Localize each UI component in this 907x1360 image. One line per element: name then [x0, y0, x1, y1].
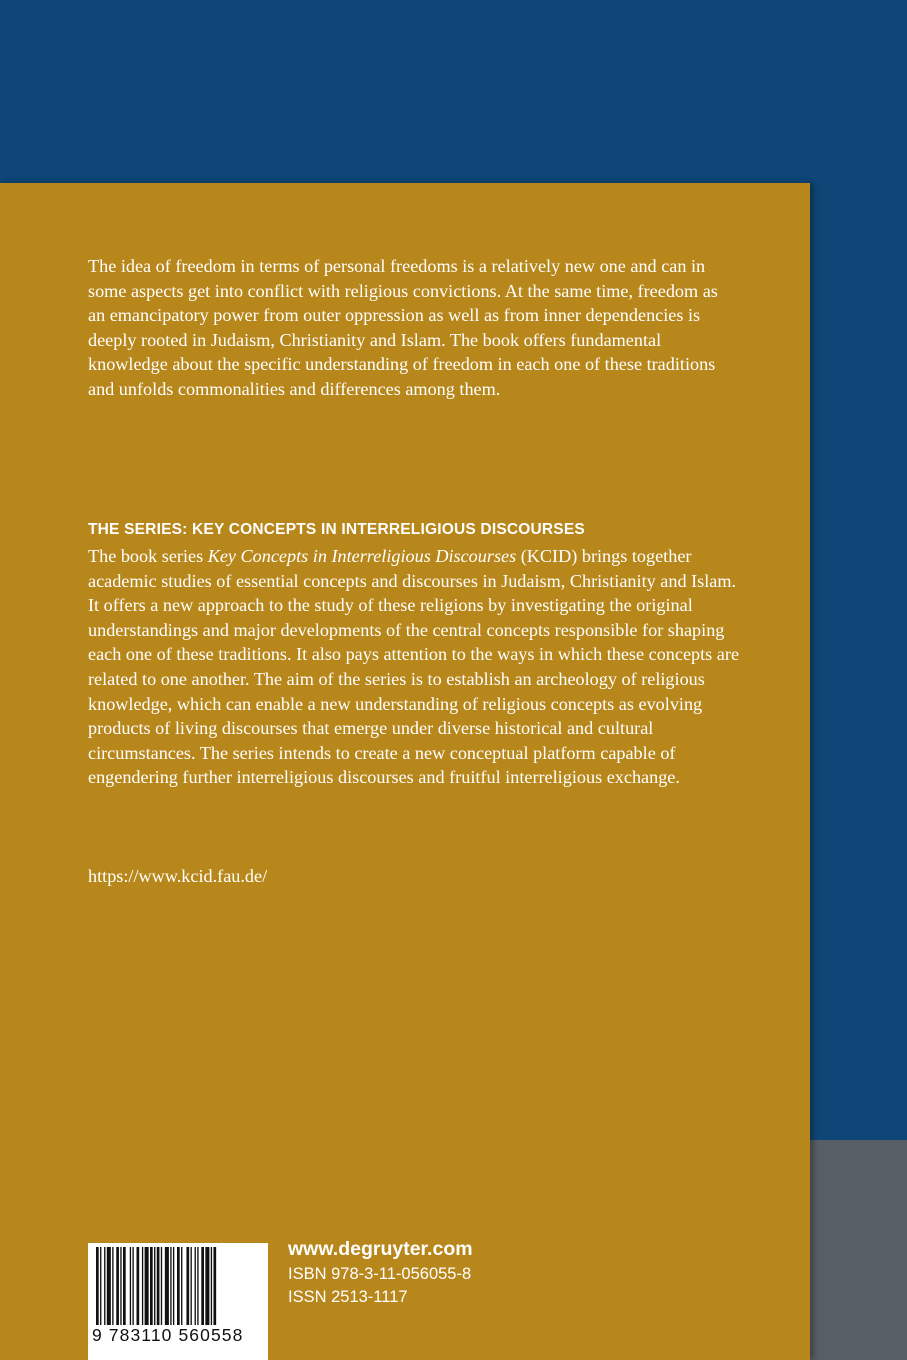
barcode-bar [195, 1247, 196, 1325]
barcode-bar [150, 1247, 153, 1325]
barcode-bar [120, 1247, 121, 1325]
barcode [88, 1243, 268, 1360]
barcode-bar [197, 1247, 198, 1325]
barcode-bar [205, 1247, 209, 1325]
barcode-bar [137, 1247, 140, 1325]
barcode-bar [96, 1247, 99, 1325]
issn: ISSN 2513-1117 [288, 1288, 408, 1306]
barcode-bar [157, 1247, 160, 1325]
series-title-italic: Key Concepts in Interreligious Discourses [207, 546, 517, 566]
barcode-bar [165, 1247, 169, 1325]
barcode-bar [130, 1247, 131, 1325]
barcode-bar [177, 1247, 180, 1325]
barcode-bar [191, 1247, 192, 1325]
barcode-bar [211, 1247, 212, 1325]
series-heading: THE SERIES: KEY CONCEPTS IN INTERRELIGIOUS DISCOURSES [88, 521, 585, 538]
barcode-bar [123, 1247, 126, 1325]
barcode-digits: 9 783110 560558 [92, 1325, 244, 1345]
barcode-bar [100, 1247, 101, 1325]
barcode-bar [145, 1247, 149, 1325]
barcode-bar [170, 1247, 171, 1325]
barcode-bar [132, 1247, 133, 1325]
barcode-bar [201, 1247, 204, 1325]
barcode-bars [94, 1247, 262, 1325]
barcode-bar [142, 1247, 143, 1325]
right-gray-strip [810, 1140, 907, 1360]
right-blue-strip [810, 0, 907, 1140]
publisher-website[interactable]: www.degruyter.com [288, 1238, 473, 1260]
barcode-bar [154, 1247, 155, 1325]
barcode-bar [213, 1247, 216, 1325]
barcode-bar [161, 1247, 162, 1325]
barcode-bar [116, 1247, 119, 1325]
barcode-bar [181, 1247, 182, 1325]
barcode-bar [107, 1247, 111, 1325]
barcode-bar [186, 1247, 189, 1325]
series-description [88, 544, 748, 790]
top-blue-band [0, 0, 907, 183]
publisher-info [288, 1238, 473, 1311]
book-blurb: The idea of freedom in terms of personal freedoms is a relatively new one and can in some aspects get into conflict with religious convictions. At the same time, freedom as an emancipatory power from outer oppression as well as from inner dependencies is deeply rooted in Judaism, Christianity and Islam. The book offers fundamental knowledge about the specific understanding of freedom in each one of these traditions and unfolds commonalities and differences among them. [88, 256, 718, 399]
series-intro: The book series [88, 546, 204, 566]
barcode-bar [104, 1247, 105, 1325]
barcode-bar [112, 1247, 113, 1325]
isbn: ISBN 978-3-11-056055-8 [288, 1265, 472, 1283]
barcode-bar [173, 1247, 174, 1325]
series-body-text: (KCID) brings together academic studies of essential concepts and discourses in Judaism, Christianity and Islam. It offers a new approach to the study of these religions by investigating the original understandings and major developments of the central concepts responsible for shaping each one of these traditions. It also pays attention to the ways in which these concepts are related to one another. The aim of the series is to establish an archeology of religious knowledge, which can enable a new understanding of religious concepts as evolving products of living discourses that emerge under diverse historical and cultural circumstances. The series intends to create a new conceptual platform capable of engendering further interreligious discourses and fruitful interreligious exchange. [88, 546, 740, 788]
series-url[interactable]: https://www.kcid.fau.de/ [88, 866, 268, 886]
